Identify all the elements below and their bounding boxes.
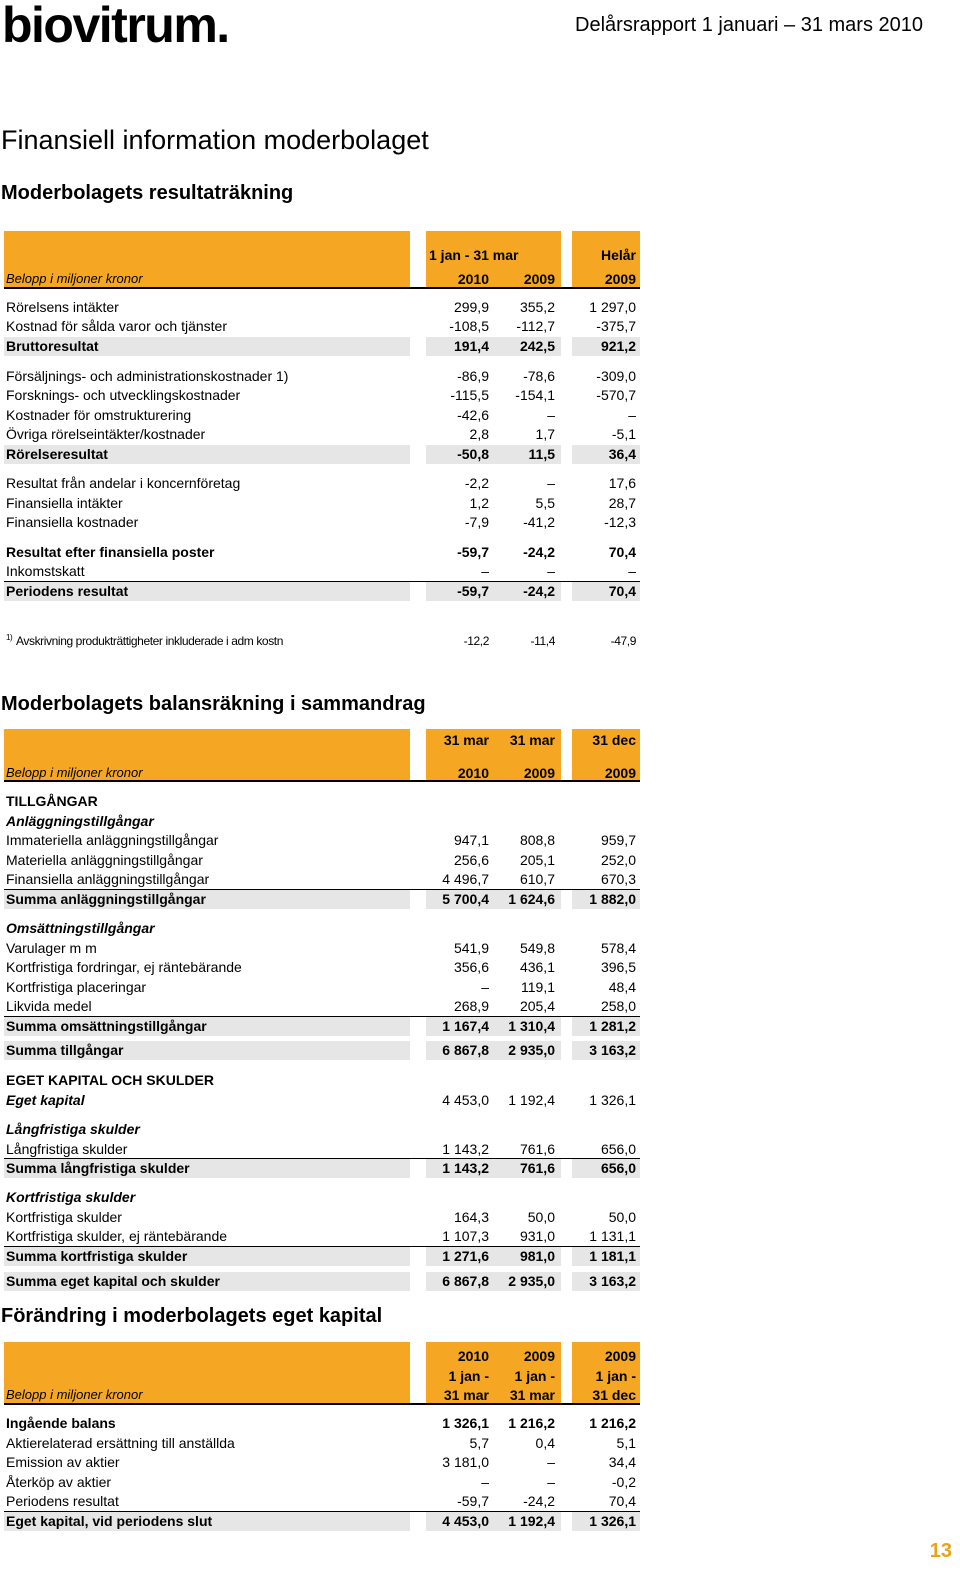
row-value-2: 2 935,0: [508, 1042, 555, 1058]
table-row: [4, 1041, 640, 1061]
col1-header-b: 2010: [457, 765, 489, 781]
table-row: [4, 386, 640, 406]
row-value-2: 808,8: [519, 832, 555, 848]
col1-header-year: 2010: [457, 1348, 489, 1364]
row-label: Periodens resultat: [6, 583, 129, 599]
row-value-2: 761,6: [519, 1160, 555, 1176]
row-value-3: 258,0: [600, 998, 636, 1014]
row-label: Summa kortfristiga skulder: [6, 1248, 188, 1264]
table-row: [4, 1512, 640, 1532]
row-value-1: -59,7: [457, 583, 489, 599]
row-value-2: -41,2: [523, 514, 555, 530]
row-value-1: 6 867,8: [442, 1273, 489, 1289]
row-label: Kortfristiga skulder: [6, 1209, 122, 1225]
col3-header-year: 2009: [604, 1348, 636, 1364]
table-row: [4, 1272, 640, 1292]
row-value-2: –: [547, 407, 555, 423]
row-label: Resultat efter finansiella poster: [6, 544, 215, 560]
row-value-2: –: [547, 1454, 555, 1470]
table-row: [4, 582, 640, 602]
row-label: TILLGÅNGAR: [6, 793, 98, 809]
col2-header: 2009: [523, 271, 555, 287]
row-value-3: -309,0: [596, 368, 636, 384]
col3-header-a: 31 dec: [592, 732, 636, 748]
table-row: [4, 997, 640, 1017]
row-label: Kortfristiga skulder, ej räntebärande: [6, 1228, 228, 1244]
row-value-3: 36,4: [608, 446, 636, 462]
row-value-2: 981,0: [519, 1248, 555, 1264]
row-value-1: -115,5: [450, 387, 489, 403]
period-label: 1 jan - 31 mar: [429, 247, 519, 263]
table-row: [4, 406, 640, 426]
row-value-1: 1 107,3: [442, 1228, 489, 1244]
row-value-3: 3 163,2: [589, 1273, 636, 1289]
row-value-3: –: [628, 563, 636, 579]
row-value-1: 1 143,2: [442, 1160, 489, 1176]
table-row: [4, 812, 640, 832]
row-value-3: 959,7: [600, 832, 636, 848]
row-value-2: 1 216,2: [508, 1415, 555, 1431]
row-value-1: 1 326,1: [442, 1415, 489, 1431]
row-value-1: 256,6: [453, 852, 489, 868]
row-label: Finansiella intäkter: [6, 495, 123, 511]
col1-header-to: 31 mar: [443, 1387, 489, 1403]
unit-label: Belopp i miljoner kronor: [6, 271, 143, 286]
col1-header: 2010: [457, 271, 489, 287]
row-value-3: 3 163,2: [589, 1042, 636, 1058]
row-value-2: -24,2: [523, 583, 555, 599]
row-value-1: 3 181,0: [442, 1454, 489, 1470]
row-value-1: –: [481, 1474, 489, 1490]
row-value-3: 34,4: [608, 1454, 636, 1470]
row-value-1: 5 700,4: [442, 891, 489, 907]
table-header: [4, 1342, 640, 1405]
row-value-2: 242,5: [519, 338, 555, 354]
col2-header-year: 2009: [523, 1348, 555, 1364]
table-row: [4, 1208, 640, 1228]
row-label: Återköp av aktier: [6, 1474, 112, 1490]
row-label: Eget kapital, vid periodens slut: [6, 1513, 213, 1529]
row-value-2: 610,7: [519, 871, 555, 887]
row-label: Summa tillgångar: [6, 1042, 124, 1058]
row-value-3: 1 326,1: [589, 1513, 636, 1529]
section2-title: Moderbolagets balansräkning i sammandrag: [1, 693, 426, 715]
col2-header-from: 1 jan -: [514, 1368, 555, 1384]
row-value-3: –: [628, 407, 636, 423]
row-label: Summa omsättningstillgångar: [6, 1018, 207, 1034]
table-row: [4, 1188, 640, 1208]
section3-title: Förändring i moderbolagets eget kapital: [1, 1305, 383, 1327]
row-value-2: 11,5: [528, 446, 555, 462]
row-value-2: -78,6: [523, 368, 555, 384]
row-value-1: -59,7: [457, 1493, 489, 1509]
row-value-1: -59,7: [457, 544, 489, 560]
table-row: [4, 919, 640, 939]
row-label: Övriga rörelseintäkter/kostnader: [6, 426, 206, 442]
row-value-3: -12,3: [604, 514, 636, 530]
row-value-2: 5,5: [535, 495, 555, 511]
row-value-2: –: [547, 563, 555, 579]
row-value-1: 164,3: [453, 1209, 489, 1225]
table-header: [4, 729, 640, 782]
table-row: [4, 337, 640, 357]
table-row: [4, 978, 640, 998]
row-label: Inkomstskatt: [6, 563, 85, 579]
row-value-2: 1 192,4: [508, 1513, 555, 1529]
row-label: Forsknings- och utvecklingskostnader: [6, 387, 241, 403]
row-value-1: 4 496,7: [442, 871, 489, 887]
row-value-1: 4 453,0: [442, 1092, 489, 1108]
row-label: Kortfristiga placeringar: [6, 979, 147, 995]
row-value-2: 50,0: [527, 1209, 555, 1225]
row-value-1: -42,6: [457, 407, 489, 423]
row-label: Kostnad för sålda varor och tjänster: [6, 318, 228, 334]
table-row: [4, 1071, 640, 1091]
row-value-1: 6 867,8: [442, 1042, 489, 1058]
row-value-3: 1 181,1: [589, 1248, 636, 1264]
row-value-1: 1 167,4: [442, 1018, 489, 1034]
row-value-3: -570,7: [596, 387, 636, 403]
row-label: Resultat från andelar i koncernföretag: [6, 475, 241, 491]
row-value-3: 48,4: [608, 979, 636, 995]
row-value-1: 947,1: [453, 832, 489, 848]
row-value-3: 656,0: [600, 1160, 636, 1176]
row-value-2: 436,1: [519, 959, 555, 975]
row-value-3: 670,3: [600, 871, 636, 887]
row-value-2: -24,2: [523, 544, 555, 560]
row-value-3: -0,2: [611, 1474, 636, 1490]
col3-header-to: 31 dec: [592, 1387, 636, 1403]
row-value-2: 119,1: [521, 979, 555, 995]
col1-header-from: 1 jan -: [448, 1368, 489, 1384]
row-value-1: -7,9: [464, 514, 489, 530]
row-label: Ingående balans: [6, 1415, 116, 1431]
row-value-1: –: [481, 979, 489, 995]
table-row: [4, 870, 640, 890]
row-value-2: 1 192,4: [508, 1092, 555, 1108]
table-row: [4, 1140, 640, 1160]
biovitrum-logo: biovitrum.: [2, 0, 229, 53]
table-row: [4, 1120, 640, 1140]
row-value-2: -154,1: [515, 387, 555, 403]
row-label: Likvida medel: [6, 998, 92, 1014]
row-value-3: 70,4: [608, 583, 636, 599]
row-value-1: 191,4: [453, 338, 489, 354]
row-label: Långfristiga skulder: [6, 1121, 140, 1137]
row-label: Aktierelaterad ersättning till anställda: [6, 1435, 235, 1451]
row-label: Finansiella kostnader: [6, 514, 139, 530]
row-label: Kortfristiga skulder: [6, 1189, 136, 1205]
row-label: Periodens resultat: [6, 1493, 119, 1509]
row-value-1: -86,9: [457, 368, 489, 384]
row-value-2: 1,7: [535, 426, 555, 442]
row-value-3: 70,4: [608, 1493, 636, 1509]
table-row: [4, 939, 640, 959]
row-value-3: 921,2: [600, 338, 636, 354]
row-value-3: -375,7: [596, 318, 636, 334]
col2-header-a: 31 mar: [509, 732, 555, 748]
table-header: [4, 231, 640, 289]
row-value-1: 1,2: [469, 495, 489, 511]
row-value-2: 1 624,6: [508, 891, 555, 907]
row-value-3: 50,0: [608, 1209, 636, 1225]
row-value-1: 5,7: [469, 1435, 489, 1451]
row-value-1: 4 453,0: [442, 1513, 489, 1529]
table-row: [4, 562, 640, 582]
row-value-3: 396,5: [600, 959, 636, 975]
table-row: [4, 1453, 640, 1473]
row-value-2: 205,1: [519, 852, 555, 868]
row-label: Rörelsens intäkter: [6, 299, 119, 315]
table-row: [4, 831, 640, 851]
row-value-1: 1 271,6: [442, 1248, 489, 1264]
footnote-v2: -11,4: [530, 634, 555, 648]
row-value-1: 356,6: [453, 959, 489, 975]
row-value-2: 355,2: [519, 299, 555, 315]
row-label: Summa anläggningstillgångar: [6, 891, 206, 907]
row-value-3: 28,7: [608, 495, 636, 511]
table-row: [4, 367, 640, 387]
footnote-v1: -12,2: [463, 634, 489, 648]
page-number: 13: [929, 1540, 952, 1562]
row-value-1: 541,9: [453, 940, 489, 956]
table-row: [4, 1159, 640, 1179]
row-label: Anläggningstillgångar: [6, 813, 154, 829]
row-value-3: 252,0: [600, 852, 636, 868]
row-value-3: 1 216,2: [589, 1415, 636, 1431]
table-row: [4, 1473, 640, 1493]
row-value-3: 1 131,1: [589, 1228, 636, 1244]
row-label: Emission av aktier: [6, 1454, 120, 1470]
row-value-3: 17,6: [608, 475, 636, 491]
row-value-3: 656,0: [600, 1141, 636, 1157]
table-row: [4, 494, 640, 514]
col2-header-b: 2009: [523, 765, 555, 781]
row-label: Omsättningstillgångar: [6, 920, 155, 936]
row-label: Summa långfristiga skulder: [6, 1160, 190, 1176]
row-value-2: 931,0: [519, 1228, 555, 1244]
row-value-3: 1 326,1: [589, 1092, 636, 1108]
table-row: [4, 1492, 640, 1512]
row-label: Kostnader för omstrukturering: [6, 407, 192, 423]
row-label: Immateriella anläggningstillgångar: [6, 832, 219, 848]
table-row: [4, 792, 640, 812]
row-value-2: –: [547, 475, 555, 491]
table-row: [4, 851, 640, 871]
table-row: [4, 1247, 640, 1267]
table-row: [4, 890, 640, 910]
row-value-3: 578,4: [600, 940, 636, 956]
section1-subtitle: Moderbolagets resultaträkning: [1, 182, 294, 204]
table-row: [4, 1091, 640, 1111]
row-value-3: 5,1: [616, 1435, 636, 1451]
row-value-2: -24,2: [523, 1493, 555, 1509]
row-value-1: 268,9: [453, 998, 489, 1014]
col3-header: 2009: [604, 271, 636, 287]
fullyear-label: Helår: [600, 247, 636, 263]
table-row: [4, 513, 640, 533]
report-title: Delårsrapport 1 januari – 31 mars 2010: [575, 14, 923, 36]
row-label: Finansiella anläggningstillgångar: [6, 871, 210, 887]
row-value-3: 1 297,0: [589, 299, 636, 315]
footnote-label: Avskrivning produkträttigheter inkluderade i adm kostn: [16, 634, 283, 648]
table-row: [4, 543, 640, 563]
row-label: Eget kapital: [6, 1092, 85, 1108]
row-value-1: -2,2: [464, 475, 489, 491]
row-value-2: 1 310,4: [508, 1018, 555, 1034]
row-value-1: 299,9: [453, 299, 489, 315]
row-value-3: 70,4: [608, 544, 636, 560]
row-label: Materiella anläggningstillgångar: [6, 852, 203, 868]
section1-title: Finansiell information moderbolaget: [1, 125, 429, 155]
col3-header-from: 1 jan -: [595, 1368, 636, 1384]
row-label: EGET KAPITAL OCH SKULDER: [6, 1072, 214, 1088]
row-value-3: 1 281,2: [589, 1018, 636, 1034]
table-row: [4, 298, 640, 318]
table-row: [4, 1227, 640, 1247]
table-row: [4, 445, 640, 465]
table-row: [4, 317, 640, 337]
row-value-2: 761,6: [519, 1141, 555, 1157]
row-label: Varulager m m: [6, 940, 97, 956]
row-value-1: –: [481, 563, 489, 579]
table-row: [4, 425, 640, 445]
row-value-2: -112,7: [516, 318, 555, 334]
table-row: [4, 1414, 640, 1434]
row-label: Bruttoresultat: [6, 338, 99, 354]
row-value-2: 0,4: [535, 1435, 555, 1451]
row-value-2: –: [547, 1474, 555, 1490]
row-value-2: 549,8: [519, 940, 555, 956]
row-value-2: 2 935,0: [508, 1273, 555, 1289]
table-row: [4, 1017, 640, 1037]
unit-label: Belopp i miljoner kronor: [6, 765, 143, 780]
row-value-1: -108,5: [449, 318, 489, 334]
row-value-3: 1 882,0: [589, 891, 636, 907]
col2-header-to: 31 mar: [509, 1387, 555, 1403]
row-label: Kortfristiga fordringar, ej räntebärande: [6, 959, 242, 975]
unit-label: Belopp i miljoner kronor: [6, 1387, 143, 1402]
row-value-3: -5,1: [611, 426, 636, 442]
row-label: Långfristiga skulder: [6, 1141, 128, 1157]
footnote-mark: 1): [6, 633, 13, 642]
table-row: [4, 1434, 640, 1454]
col1-header-a: 31 mar: [443, 732, 489, 748]
row-value-2: 205,4: [519, 998, 555, 1014]
row-value-1: -50,8: [457, 446, 489, 462]
table-row: [4, 958, 640, 978]
footnote-v3: -47,9: [610, 634, 636, 648]
row-label: Summa eget kapital och skulder: [6, 1273, 220, 1289]
table-row: [4, 474, 640, 494]
col3-header-b: 2009: [604, 765, 636, 781]
row-label: Rörelseresultat: [6, 446, 108, 462]
row-value-1: 1 143,2: [442, 1141, 489, 1157]
row-value-1: 2,8: [469, 426, 489, 442]
row-label: Försäljnings- och administrationskostnader 1): [6, 368, 289, 384]
